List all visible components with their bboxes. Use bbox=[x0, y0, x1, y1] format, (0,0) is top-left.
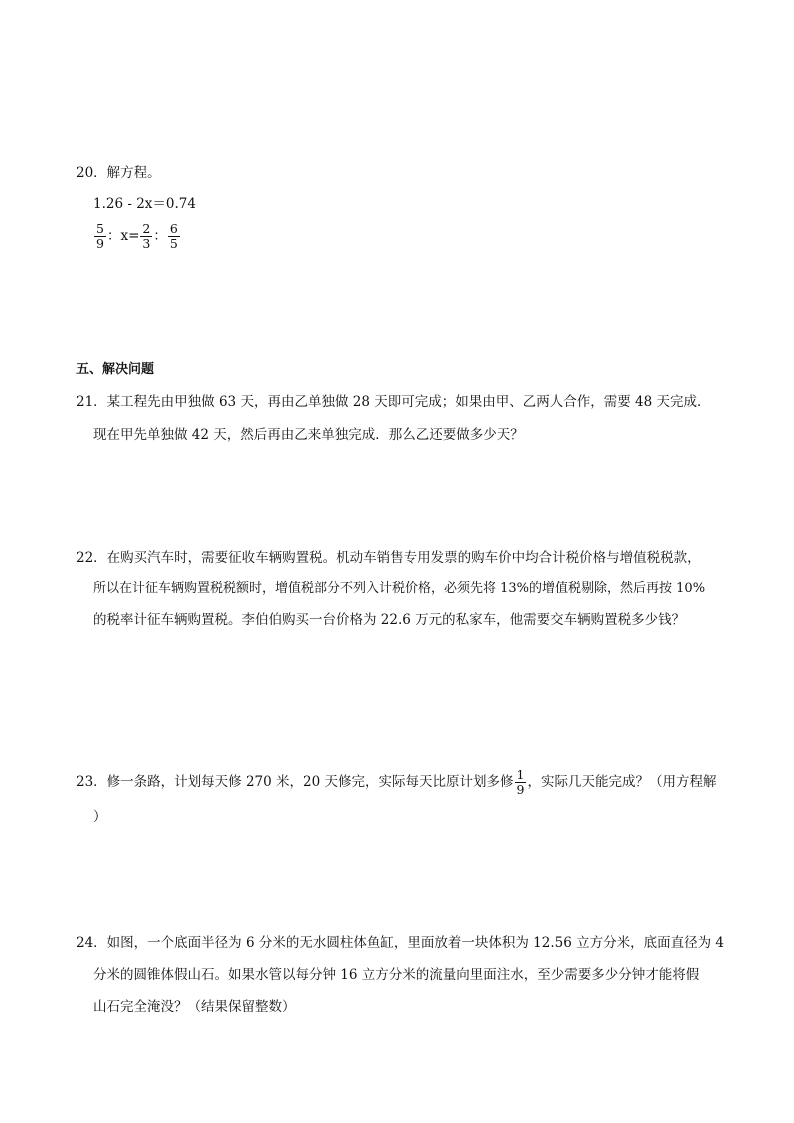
question-24-line-3: 山石完全淹没？（结果保留整数） bbox=[93, 999, 296, 1015]
section-title: 五、解决问题 bbox=[76, 362, 155, 377]
question-22-line-3: 的税率计征车辆购置税。李伯伯购买一台价格为 22.6 万元的私家车，他需要交车辆购置税多少钱？ bbox=[93, 612, 686, 628]
question-22-line-2: 所以在计征车辆购置税税额时，增值税部分不列入计税价格，必须先将 13%的增值税剔除，然后再按 10% bbox=[93, 581, 706, 596]
fraction-denominator: 5 bbox=[169, 236, 178, 251]
fraction-numerator: 6 bbox=[169, 221, 178, 236]
question-22-line-1: 22．在购买汽车时，需要征收车辆购置税。机动车销售专用发票的购车价中均合计税价格与增值税税款， bbox=[76, 550, 701, 566]
fraction-denominator: 9 bbox=[96, 236, 104, 251]
question-21-line-2: 现在甲先单独做 42 天，然后再由乙来单独完成．那么乙还要做多少天？ bbox=[93, 427, 524, 443]
fraction-denominator: 9 bbox=[516, 782, 525, 797]
question-23-text-b: ，实际几天能完成？（用方程解 bbox=[527, 774, 717, 790]
fraction-5-9 bbox=[94, 222, 106, 251]
fraction-denominator: 3 bbox=[142, 236, 151, 251]
equation-1: 1.26 - 2x＝0.74 bbox=[93, 196, 196, 212]
question-24-line-2: 分米的圆锥体假山石。如果水管以每分钟 16 立方分米的流量向里面注水，至少需要多少分钟才能将假 bbox=[93, 967, 700, 983]
fraction-1-9 bbox=[515, 768, 527, 797]
equation-separator: ： bbox=[153, 228, 167, 244]
question-23-line-2: ） bbox=[93, 809, 107, 825]
fraction-numerator: 5 bbox=[96, 221, 104, 236]
equation-2 bbox=[93, 222, 181, 251]
question-23-text-a: 23．修一条路，计划每天修 270 米，20 天修完，实际每天比原计划多修 bbox=[76, 774, 514, 790]
question-23-line-1 bbox=[76, 765, 716, 799]
fraction-numerator: 2 bbox=[142, 221, 151, 236]
fraction-numerator: 1 bbox=[516, 767, 525, 782]
fraction-2-3 bbox=[140, 222, 152, 251]
question-20-title: 20．解方程。 bbox=[76, 165, 161, 181]
question-24-line-1: 24．如图，一个底面半径为 6 分米的无水圆柱体鱼缸，里面放着一块体积为 12.56 立方分米，底面直径为 4 bbox=[76, 935, 724, 951]
question-21-line-1: 21．某工程先由甲独做 63 天，再由乙单独做 28 天即可完成；如果由甲、乙两人合作，需要 48 天完成． bbox=[76, 394, 711, 410]
fraction-6-5 bbox=[168, 222, 180, 251]
equation-separator: ：x= bbox=[106, 228, 140, 244]
